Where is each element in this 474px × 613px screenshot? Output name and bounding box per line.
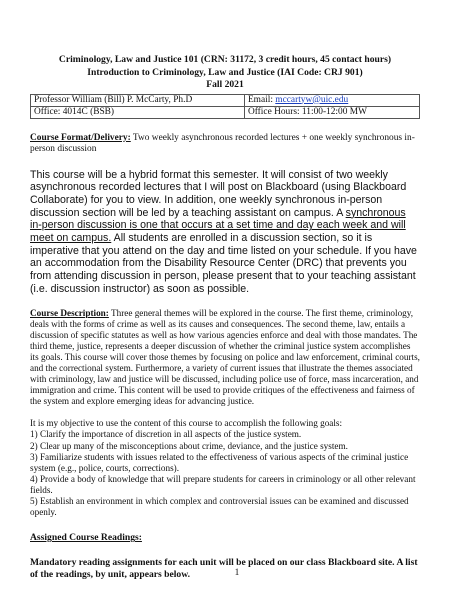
page-number: 1 xyxy=(234,568,240,578)
course-description-paragraph xyxy=(30,308,420,408)
term-line: Fall 2021 xyxy=(206,79,244,90)
goals-intro: It is my objective to use the content of this course to accomplish the following goals: xyxy=(30,418,343,429)
professor-name: Professor William (Bill) P. McCarty, Ph.D xyxy=(31,94,245,106)
email-label: Email: xyxy=(247,94,276,105)
readings-heading: Assigned Course Readings: xyxy=(30,532,142,544)
email-cell xyxy=(244,94,419,106)
course-format-paragraph xyxy=(30,133,420,156)
hybrid-text-part2: All students are enrolled in a discussion section, so it is imperative that you attend on the day and time listed on your schedule. If you have an accommodation from the Disability Resource Center (DRC) that prevents you from attending discussion in person, please present that to your teaching assistant (i.e. discussion instructor) as soon as possible. xyxy=(30,232,417,295)
goal-item: 3) Familiarize students with issues related to the effectiveness of various aspects of the criminal justice system (e.g., police, courts, corrections). xyxy=(30,451,409,473)
hybrid-format-paragraph xyxy=(30,169,420,296)
goal-item: 2) Clear up many of the misconceptions about crime, deviance, and the justice system. xyxy=(30,440,348,451)
goal-item: 4) Provide a body of knowledge that will prepare students for careers in criminology or all other relevant fields. xyxy=(30,473,416,495)
course-subtitle-line: Introduction to Criminology, Law and Justice (IAI Code: CRJ 901) xyxy=(87,66,363,78)
hybrid-text-underlined: synchronous in-person discussion is one that occurs at a set time and day each week and will meet on campus. xyxy=(30,206,406,245)
readings-text: Mandatory reading assignments for each unit will be placed on our class Blackboard site. A list of the readings, by unit, appears below. xyxy=(30,557,418,581)
course-header xyxy=(30,54,420,92)
course-goals xyxy=(30,418,420,518)
course-description-label: Course Description: xyxy=(30,307,109,318)
office-hours: Office Hours: 11:00-12:00 MW xyxy=(244,106,419,118)
office-location: Office: 4014C (BSB) xyxy=(31,106,245,118)
course-format-label: Course Format/Delivery: xyxy=(30,132,131,143)
course-format-text: Two weekly asynchronous recorded lectures + one weekly synchronous in-person discussion xyxy=(30,132,415,154)
course-description-text: Three general themes will be explored in the course. The first theme, criminology, deals with the forms of crime as well as its causes and consequences. The second theme, law, entails a discussion of specific statutes as well as how various agencies enforce and deal with those mandates. The third theme, justice, represents a deeper discussion of whether the criminal justice system accomplishes its goals. This course will cover those themes by focusing on police and law enforcement, criminal courts, and the correctional system. Furthermore, a variety of current issues that illustrate the themes associated with criminology, law and justice will be discussed, including police use of force, mass incarceration, and immigration and crime. This content will be used to provide critiques of the effectiveness and fairness of the system and explore emerging ideas for advancing justice. xyxy=(30,307,420,407)
course-title-line: Criminology, Law and Justice 101 (CRN: 31172, 3 credit hours, 45 contact hours) xyxy=(58,54,392,65)
hybrid-text-part1: This course will be a hybrid format this semester. It will consist of two weekly asynchronous recorded lectures that I will post on Blackboard (using Blackboard Collaborate) for you to view. In addition, one weekly synchronous in-person discussion section will be led by a teaching assistant on campus. A xyxy=(30,168,407,219)
email-link[interactable]: mccartyw@uic.edu xyxy=(275,94,349,105)
instructor-info-table xyxy=(30,94,420,119)
goal-item: 5) Establish an environment in which complex and controversial issues can be examined and discussed openly. xyxy=(30,496,409,518)
goal-item: 1) Clarify the importance of discretion in all aspects of the justice system. xyxy=(30,429,302,440)
